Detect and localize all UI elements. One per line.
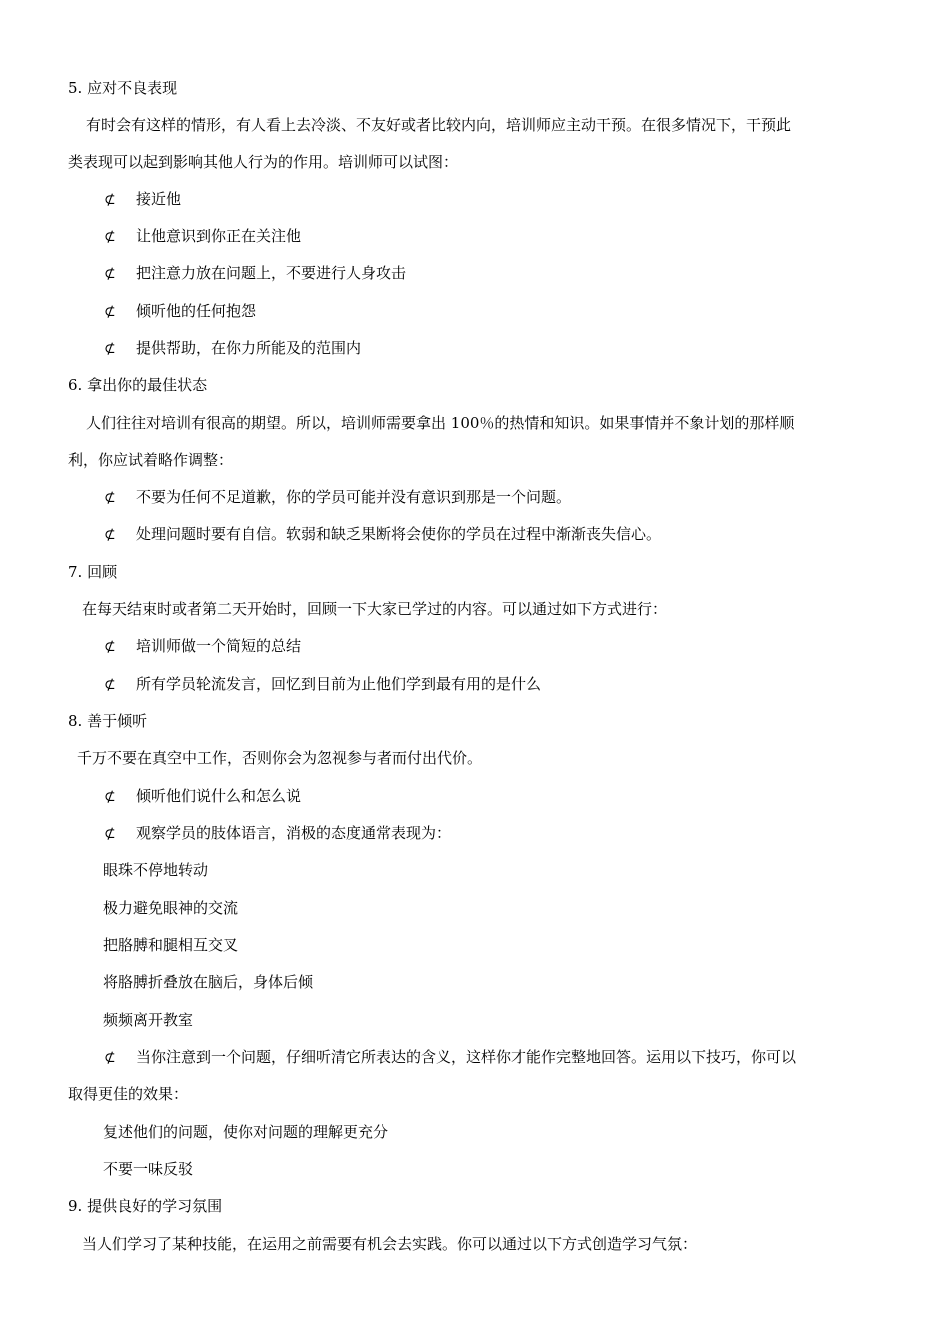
sub-item: 不要一味反驳 [103, 1160, 194, 1178]
list-item [0, 224, 301, 248]
list-item [0, 821, 451, 845]
list-item-text: 接近他 [136, 190, 182, 208]
sub-item: 复述他们的问题，使你对问题的理解更充分 [103, 1123, 389, 1141]
section-heading: 5. 应对不良表现 [68, 79, 178, 97]
list-item-text: 培训师做一个简短的总结 [136, 637, 302, 655]
paragraph-line: 人们往往对培训有很高的期望。所以，培训师需要拿出 100％的热情和知识。如果事情并不象计划的那样顺 [86, 414, 795, 432]
bullet-icon: ⊄ [104, 192, 116, 208]
paragraph-line: 取得更佳的效果： [68, 1085, 189, 1103]
sub-item: 极力避免眼神的交流 [103, 899, 239, 917]
sub-item: 将胳膊折叠放在脑后，身体后倾 [103, 973, 314, 991]
list-item-text: 处理问题时要有自信。软弱和缺乏果断将会使你的学员在过程中渐渐丧失信心。 [136, 525, 662, 543]
bullet-icon: ⊄ [104, 1050, 116, 1066]
bullet-icon: ⊄ [104, 341, 116, 357]
list-item [0, 522, 661, 546]
paragraph-line: 在每天结束时或者第二天开始时，回顾一下大家已学过的内容。可以通过如下方式进行： [82, 600, 668, 618]
sub-item: 眼珠不停地转动 [103, 861, 209, 879]
paragraph-line: 千万不要在真空中工作，否则你会为忽视参与者而付出代价。 [77, 749, 483, 767]
list-item-text: 把注意力放在问题上，不要进行人身攻击 [136, 264, 407, 282]
list-item-text: 所有学员轮流发言，回忆到目前为止他们学到最有用的是什么 [136, 675, 542, 693]
list-item-text: 当你注意到一个问题，仔细听清它所表达的含义，这样你才能作完整地回答。运用以下技巧，你可以 [136, 1048, 797, 1066]
section-heading: 6. 拿出你的最佳状态 [68, 376, 208, 394]
section-heading: 9. 提供良好的学习氛围 [68, 1197, 223, 1215]
list-item-text: 观察学员的肢体语言，消极的态度通常表现为： [136, 824, 452, 842]
list-item [0, 485, 571, 509]
bullet-icon: ⊄ [104, 826, 116, 842]
section-heading: 7. 回顾 [68, 563, 118, 581]
bullet-icon: ⊄ [104, 677, 116, 693]
paragraph-line: 有时会有这样的情形，有人看上去冷淡、不友好或者比较内向，培训师应主动干预。在很多情况下，干预此 [86, 116, 792, 134]
list-item-text: 倾听他的任何抱怨 [136, 302, 257, 320]
bullet-icon: ⊄ [104, 639, 116, 655]
paragraph-line: 利，你应试着略作调整： [68, 451, 234, 469]
list-item-text: 提供帮助，在你力所能及的范围内 [136, 339, 362, 357]
section-heading: 8. 善于倾听 [68, 712, 148, 730]
bullet-icon: ⊄ [104, 229, 116, 245]
list-item-text: 让他意识到你正在关注他 [136, 227, 302, 245]
list-item [0, 634, 301, 658]
bullet-icon: ⊄ [104, 527, 116, 543]
list-item [0, 1045, 796, 1069]
bullet-icon: ⊄ [104, 266, 116, 282]
bullet-icon: ⊄ [104, 789, 116, 805]
bullet-icon: ⊄ [104, 304, 116, 320]
list-item [0, 299, 256, 323]
list-item-text: 不要为任何不足道歉，你的学员可能并没有意识到那是一个问题。 [136, 488, 572, 506]
sub-item: 频频离开教室 [103, 1011, 194, 1029]
list-item [0, 672, 541, 696]
paragraph-line: 当人们学习了某种技能，在运用之前需要有机会去实践。你可以通过以下方式创造学习气氛： [82, 1235, 698, 1253]
sub-item: 把胳膊和腿相互交叉 [103, 936, 239, 954]
list-item [0, 261, 406, 285]
list-item [0, 336, 361, 360]
list-item [0, 187, 181, 211]
list-item [0, 784, 301, 808]
bullet-icon: ⊄ [104, 490, 116, 506]
list-item-text: 倾听他们说什么和怎么说 [136, 787, 302, 805]
paragraph-line: 类表现可以起到影响其他人行为的作用。培训师可以试图： [68, 153, 459, 171]
